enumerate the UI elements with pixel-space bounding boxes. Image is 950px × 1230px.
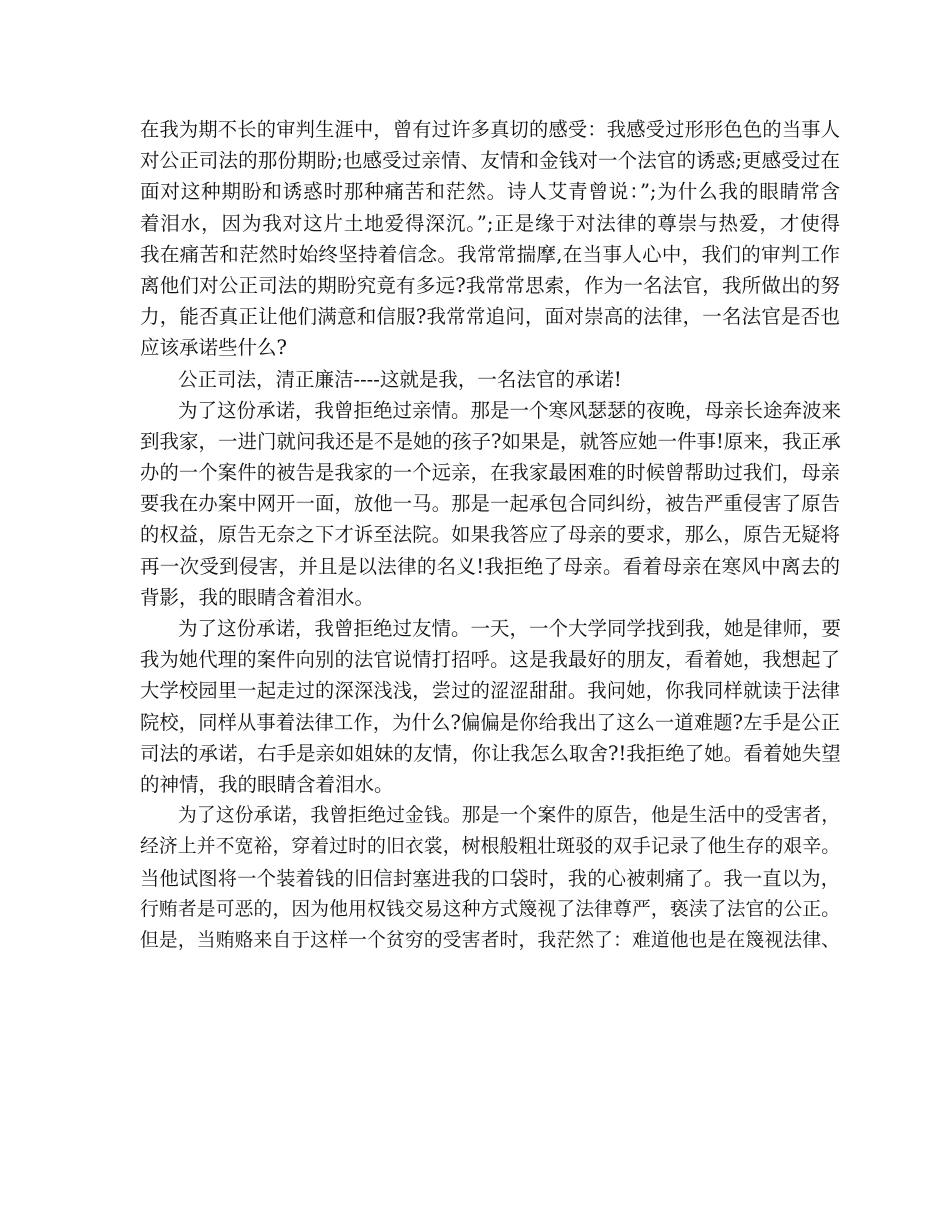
text-line: 为了这份承诺，我曾拒绝过亲情。那是一个寒风瑟瑟的夜晚，母亲长途奔波来: [178, 398, 842, 422]
text-line: 但是，当贿赂来自于这样一个贫穷的受害者时，我茫然了：难道他也是在篾视法律、: [140, 929, 840, 951]
text-line: 办的一个案件的被告是我家的一个远亲，在我家最困难的时候曾帮助过我们，母亲: [140, 461, 840, 485]
text-line: 离他们对公正司法的期盼究竟有多远?我常常思索，作为一名法官，我所做出的努: [140, 273, 840, 297]
text-line: 在我为期不长的审判生涯中，曾有过许多真切的感受：我感受过形形色色的当事人: [140, 118, 840, 141]
text-line: 为了这份承诺，我曾拒绝过友情。一天，一个大学同学找到我，她是律师，要: [178, 617, 842, 640]
text-line: 面对这种期盼和诱惑时那种痛苦和茫然。诗人艾青曾说：”;为什么我的眼睛常含: [140, 180, 840, 204]
text-line: 背影，我的眼睛含着泪水。: [140, 585, 375, 609]
text-line: 力，能否真正让他们满意和信服?我常常追问，面对崇高的法律，一名法官是否也: [140, 305, 840, 329]
text-line: 的神情，我的眼睛含着泪水。: [140, 772, 394, 796]
text-line: 应该承诺些什么?: [140, 336, 287, 360]
text-line: 要我在办案中网开一面，放他一马。那是一起承包合同纠纷，被告严重侵害了原告: [140, 492, 840, 516]
text-line: 大学校园里一起走过的深深浅浅，尝过的涩涩甜甜。我问她，你我同样就读于法律: [140, 679, 840, 703]
text-line: 到我家，一进门就问我还是不是她的孩子?如果是，就答应她一件事!原来，我正承: [140, 429, 841, 453]
text-line: 的权益，原告无奈之下才诉至法院。如果我答应了母亲的要求，那么，原告无疑将: [140, 523, 840, 547]
text-line: 司法的承诺，右手是亲如姐妹的友情，你让我怎么取舍?!我拒绝了她。看着她失望: [140, 741, 841, 765]
text-line: 我在痛苦和茫然时始终坚持着信念。我常常揣摩,在当事人心中，我们的审判工作: [140, 242, 840, 266]
text-line: 为了这份承诺，我曾拒绝过金钱。那是一个案件的原告，他是生活中的受害者，: [178, 805, 840, 827]
text-line: 院校，同样从事着法律工作，为什么?偏偏是你给我出了这么一道难题?左手是公正: [140, 710, 840, 734]
text-line: 对公正司法的那份期盼;也感受过亲情、友情和金钱对一个法官的诱惑;更感受过在: [140, 149, 840, 173]
text-line: 着泪水，因为我对这片土地爱得深沉。”;正是缘于对法律的尊崇与热爱，才使得: [140, 211, 840, 235]
text-line: 经济上并不宽裕，穿着过时的旧衣裳，树根般粗壮斑驳的双手记录了他生存的艰辛。: [140, 836, 840, 858]
text-line: 再一次受到侵害，并且是以法律的名义!我拒绝了母亲。看着母亲在寒风中离去的: [140, 554, 840, 578]
text-line: 公正司法，清正廉洁----这就是我，一名法官的承诺!: [178, 367, 622, 391]
text-line: 我为她代理的案件向别的法官说情打招呼。这是我最好的朋友，看着她，我想起了: [140, 648, 840, 672]
body-text: [140, 114, 840, 956]
text-line: 行贿者是可恶的，因为他用权钱交易这种方式篾视了法律尊严，亵渎了法官的公正。: [140, 898, 840, 920]
text-line: 当他试图将一个装着钱的旧信封塞进我的口袋时，我的心被刺痛了。我一直以为，: [140, 866, 840, 890]
